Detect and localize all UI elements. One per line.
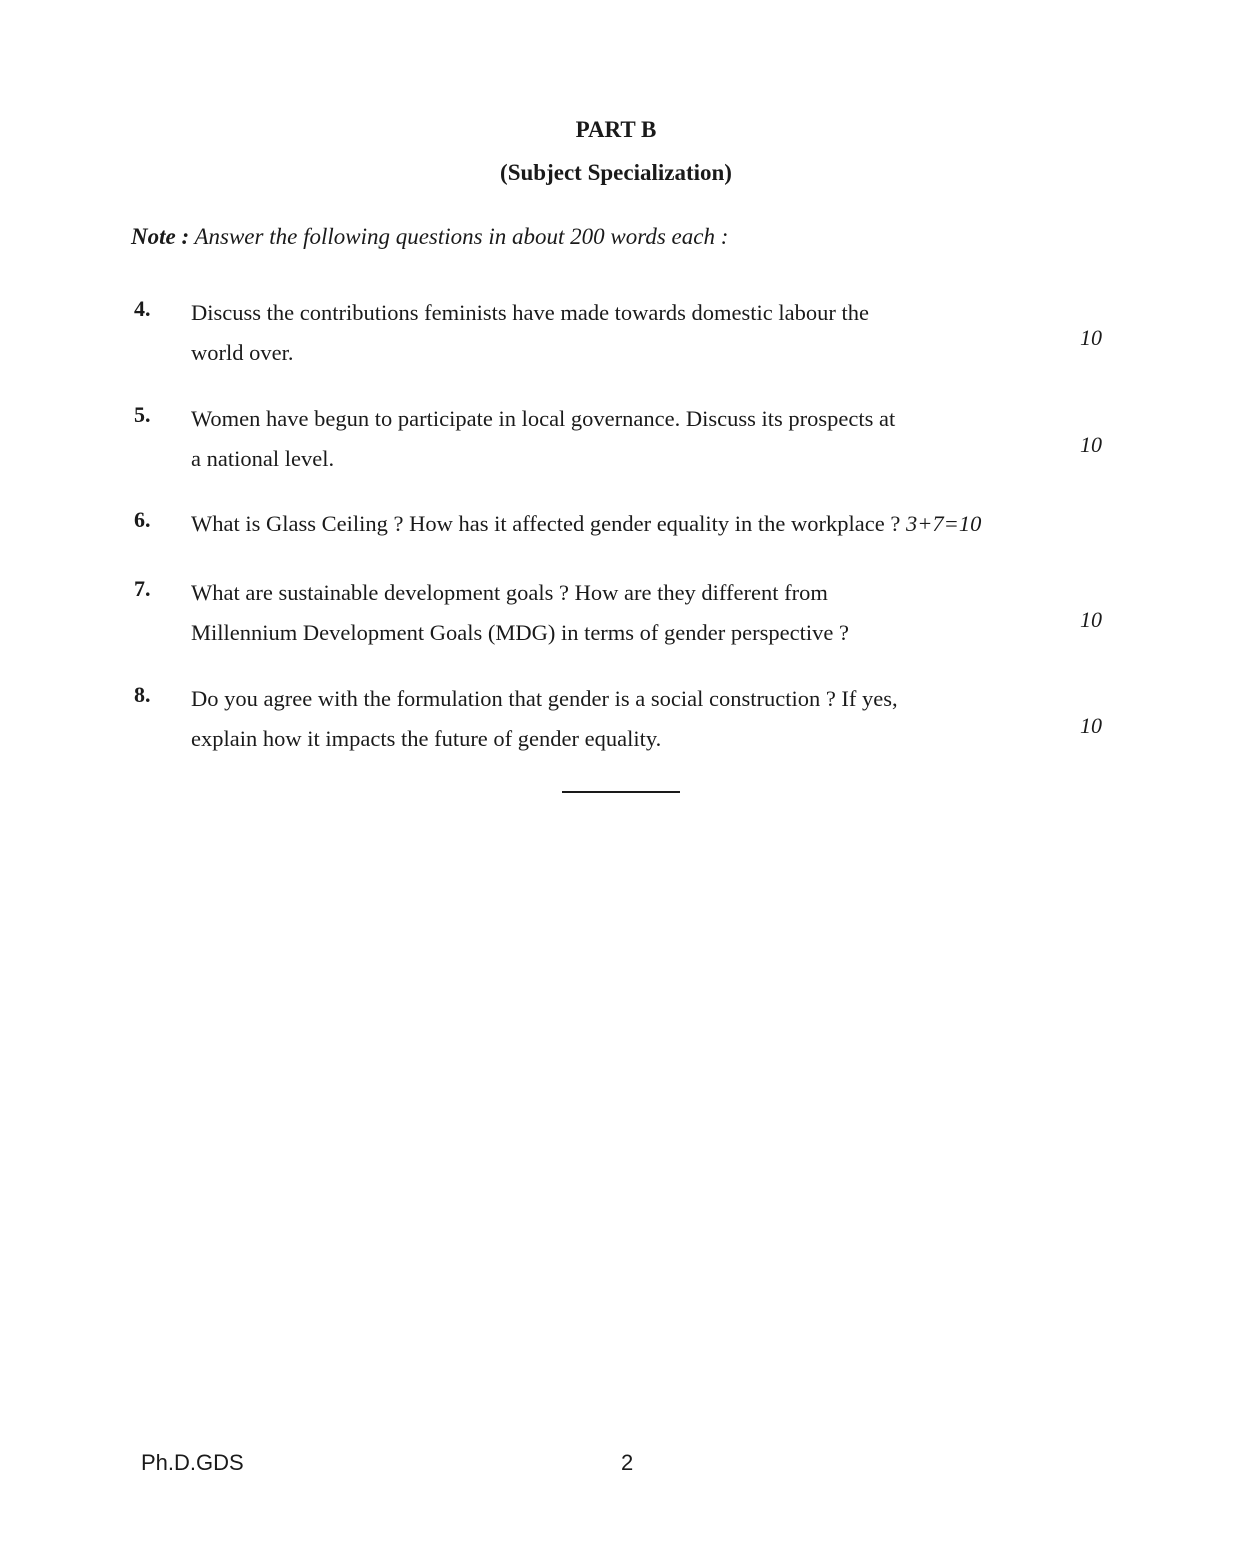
question-line: a national level. [191, 446, 335, 471]
question-number: 4. [134, 296, 151, 321]
question-text [191, 573, 1035, 653]
question-line: What is Glass Ceiling ? How has it affected gender equality in the workplace ? [191, 511, 901, 536]
question-number: 7. [134, 576, 151, 601]
question-line: Millennium Development Goals (MDG) in terms of gender perspective ? [191, 620, 849, 645]
question-text [191, 399, 1035, 479]
question-line: Women have begun to participate in local governance. Discuss its prospects at [191, 406, 896, 431]
question-number: 6. [134, 507, 151, 532]
question-number: 5. [134, 402, 151, 427]
page-number: 2 [621, 1450, 634, 1475]
question-marks: 10 [1080, 432, 1102, 457]
end-divider [562, 791, 680, 793]
paper-code: Ph.D.GDS [141, 1450, 244, 1475]
question-number: 8. [134, 682, 151, 707]
question-text [191, 679, 1035, 759]
question-line: Discuss the contributions feminists have made towards domestic labour the [191, 300, 869, 325]
question-marks: 3+7=10 [905, 511, 982, 536]
question-line: Do you agree with the formulation that gender is a social construction ? If yes, [191, 686, 898, 711]
instruction-note [131, 224, 728, 250]
question-line: explain how it impacts the future of gender equality. [191, 726, 662, 751]
question-text [191, 504, 981, 544]
question-marks: 10 [1080, 607, 1102, 632]
question-marks: 10 [1080, 713, 1102, 738]
note-label: Note : [131, 224, 190, 249]
part-subtitle: (Subject Specialization) [500, 160, 732, 185]
question-text [191, 293, 1035, 373]
question-marks: 10 [1080, 325, 1102, 350]
question-line: What are sustainable development goals ? How are they different from [191, 580, 828, 605]
question-line: world over. [191, 340, 294, 365]
note-text: Answer the following questions in about 200 words each : [194, 224, 729, 249]
part-title: PART B [575, 117, 657, 142]
